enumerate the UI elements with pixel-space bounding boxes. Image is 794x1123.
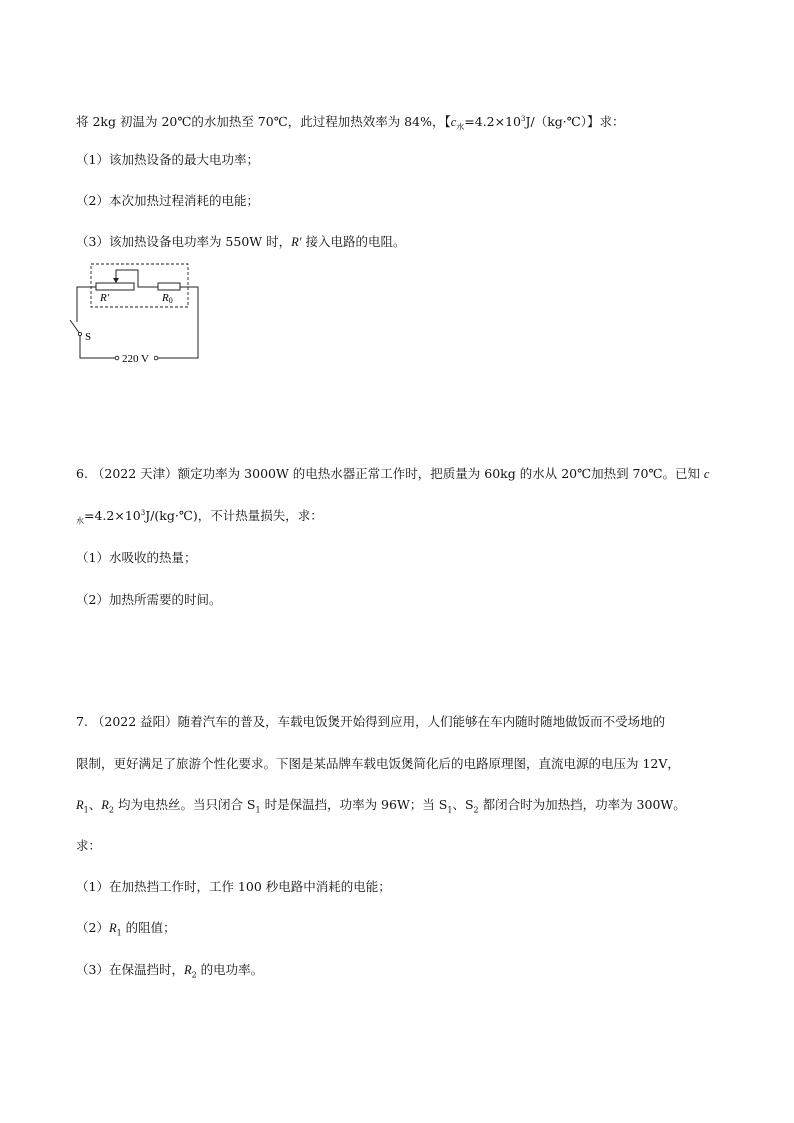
q6-line2-sup: 3 [140, 509, 146, 517]
q7-r1: R [76, 798, 84, 812]
q7-sep: 、 [88, 797, 102, 812]
q6-line1 [76, 466, 709, 482]
q7-sub3-sub: 2 [191, 970, 197, 980]
q7-sub2-a: （2） [76, 920, 109, 935]
q5-sub3-b: 接入电路的电阻。 [301, 234, 406, 249]
label-source: 220 V [122, 353, 149, 365]
q6-line2-b: J/(kg·℃)，不计热量损失，求： [145, 508, 323, 524]
switch-blade [70, 320, 80, 334]
circuit-wire [77, 287, 198, 358]
resistor-r-prime [96, 283, 134, 290]
q7-line3-c: 、S [452, 797, 474, 812]
q5-line1-b: =4.2×10 [464, 114, 522, 130]
q5-line1-a: 将 2kg 初温为 20℃的水加热至 70℃，此过程加热效率为 84%，【 [76, 114, 451, 130]
q5-sub3-r: R′ [291, 235, 302, 249]
label-r0 [161, 292, 173, 305]
q7-line2: 限制，更好满足了旅游个性化要求。下图是某品牌车载电饭煲简化后的电路原理图，直流电源的电压为 12V， [76, 756, 680, 771]
q5-line1-c: J/（kg·℃）】求： [525, 114, 625, 130]
q7-s1-sub-b: 1 [447, 805, 453, 815]
q7-r2-sub: 2 [108, 805, 114, 815]
q5-c-sub: 水 [456, 122, 465, 132]
q7-r2: R [101, 798, 109, 812]
q6-c-symbol: c [703, 467, 710, 481]
source-terminal-right [154, 356, 158, 360]
q6-line2-a: =4.2×10 [84, 508, 141, 524]
q7-line4: 求： [76, 838, 102, 853]
q7-line3-d: 都闭合时为加热挡，功率为 300W。 [478, 797, 686, 812]
q7-line3-a: 均为电热丝。当只闭合 S [113, 797, 256, 812]
q6-line2 [76, 505, 323, 530]
q7-sub3-a: （3）在保温挡时， [76, 962, 184, 977]
q7-line3-b: 时是保温挡，功率为 96W；当 S [260, 797, 448, 812]
q7-r1-sub: 1 [83, 805, 89, 815]
q7-line3 [76, 797, 686, 819]
q5-c-symbol: c [450, 115, 457, 130]
q6-sub2: （2）加热所需要的时间。 [76, 592, 222, 607]
slider-arrow-icon [113, 278, 119, 283]
q7-sub1: （1）在加热挡工作时，工作 100 秒电路中消耗的电能； [76, 879, 391, 894]
q7-sub2-b: 的阻值； [121, 920, 176, 935]
q7-sub3-b: 的电功率。 [196, 962, 264, 977]
q7-sub2 [76, 920, 176, 942]
q7-s2-sub: 2 [473, 805, 479, 815]
q6-line1-text: 6. （2022 天津）额定功率为 3000W 的电热水器正常工作时，把质量为 60kg 的水从 20℃加热到 70℃。已知 [76, 466, 704, 481]
q5-line1-sup: 3 [521, 115, 526, 123]
label-r0-main: R [162, 292, 169, 304]
q7-sub2-sub: 1 [116, 928, 122, 938]
switch-contact [78, 332, 81, 335]
resistor-r0 [158, 283, 180, 290]
q5-sub2: （2）本次加热过程消耗的电能； [76, 193, 259, 208]
q7-line1: 7. （2022 益阳）随着汽车的普及，车载电饭煲开始得到应用，人们能够在车内随时随地做饭而不受场地的 [76, 714, 666, 729]
q6-sub1: （1）水吸收的热量； [76, 550, 197, 565]
source-terminal-left [115, 356, 119, 360]
q7-sub3-r: R [183, 963, 192, 977]
q5-sub3-a: （3）该加热设备电功率为 550W 时， [76, 234, 292, 249]
q7-sub2-r: R [108, 921, 117, 935]
q7-s1-sub: 1 [255, 805, 261, 815]
label-r-prime: R′ [100, 292, 110, 304]
label-r0-sub: 0 [168, 296, 173, 305]
q6-c-sub: 水 [76, 516, 84, 526]
q5-sub1: （1）该加热设备的最大电功率； [76, 152, 259, 167]
q7-sub3 [76, 962, 263, 984]
label-switch: S [85, 331, 92, 343]
